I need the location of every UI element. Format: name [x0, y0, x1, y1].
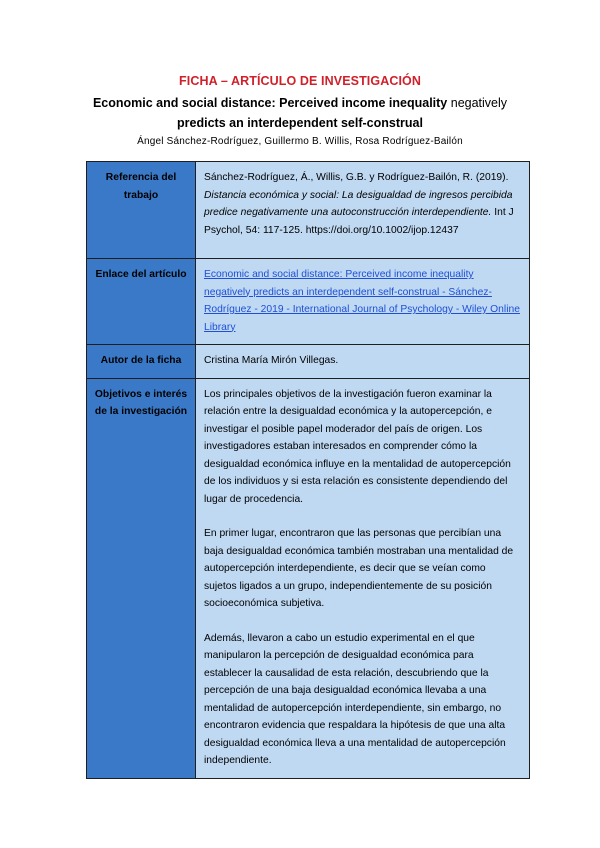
paper-title — [0, 93, 600, 133]
document-header — [0, 74, 600, 147]
label-enlace: Enlace del artículo — [87, 259, 196, 345]
objetivos-paragraph-3: Además, llevaron a cabo un estudio experimental en el que manipularon la percepción de desigualdad económica para establecer la causalidad de esta relación, descubriendo que la percepción de una baja desigualdad económica llevaba a una mentalidad de autopercepción interdependiente, sin embargo, no encontraron evidencia que respaldara la hipótesis de que una alta desigualdad económica lleva a una mentalidad de autopercepción independiente. — [204, 632, 506, 766]
value-enlace — [196, 259, 530, 345]
value-objetivos — [196, 378, 530, 778]
row-objetivos — [87, 378, 530, 778]
ref-title: Distancia económica y social: La desigualdad de ingresos percibida predice negativamente una autoconstrucción interdependiente. — [204, 189, 513, 218]
paper-title-negatively: negatively — [447, 96, 508, 110]
label-objetivos: Objetivos e interés de la investigación — [87, 378, 196, 778]
label-autor: Autor de la ficha — [87, 345, 196, 379]
paper-title-line2: predicts an interdependent self-construal — [177, 116, 423, 130]
label-referencia: Referencia del trabajo — [87, 162, 196, 259]
row-enlace — [87, 259, 530, 345]
row-autor — [87, 345, 530, 379]
paper-authors: Ángel Sánchez-Rodríguez, Guillermo B. Willis, Rosa Rodríguez-Bailón — [137, 136, 463, 147]
objetivos-paragraph-2: En primer lugar, encontraron que las personas que percibían una baja desigualdad económica también mostraban una mentalidad de autopercepción interdependiente, es decir que se veían como sujetos ligados a un grupo, independientemente de su posición socioeconómica subjetiva. — [204, 528, 514, 609]
ficha-title: FICHA – ARTÍCULO DE INVESTIGACIÓN — [179, 74, 421, 88]
article-link[interactable]: Economic and social distance: Perceived income inequality negatively predicts an interdependent self‐construal - Sánchez‐Rodríguez - 2019 - International Journal of Psychology - Wiley Online Library — [204, 269, 520, 333]
value-autor: Cristina María Mirón Villegas. — [196, 345, 530, 379]
paper-title-part1: Economic and social distance: Perceived income inequality — [92, 96, 448, 110]
ref-authors: Sánchez-Rodríguez, Á., Willis, G.B. y Rodríguez-Bailón, R. (2019). — [204, 172, 509, 183]
objetivos-paragraph-1: Los principales objetivos de la investigación fueron examinar la relación entre la desigualdad económica y la autopercepción, e investigar el posible papel moderador del país de origen. Los investigadores estaban interesados en comprender cómo la desigualdad económica influye en la mentalidad de autopercepción de los individuos y si esta relación es consistente dependiendo del lugar de procedencia. — [204, 388, 511, 505]
row-referencia — [87, 162, 530, 259]
ref-journal: Int J Psychol, 54: 117-125. https://doi.org/10.1002/ijop.12437 — [204, 207, 514, 236]
ficha-table — [86, 161, 530, 779]
value-referencia — [196, 162, 530, 259]
